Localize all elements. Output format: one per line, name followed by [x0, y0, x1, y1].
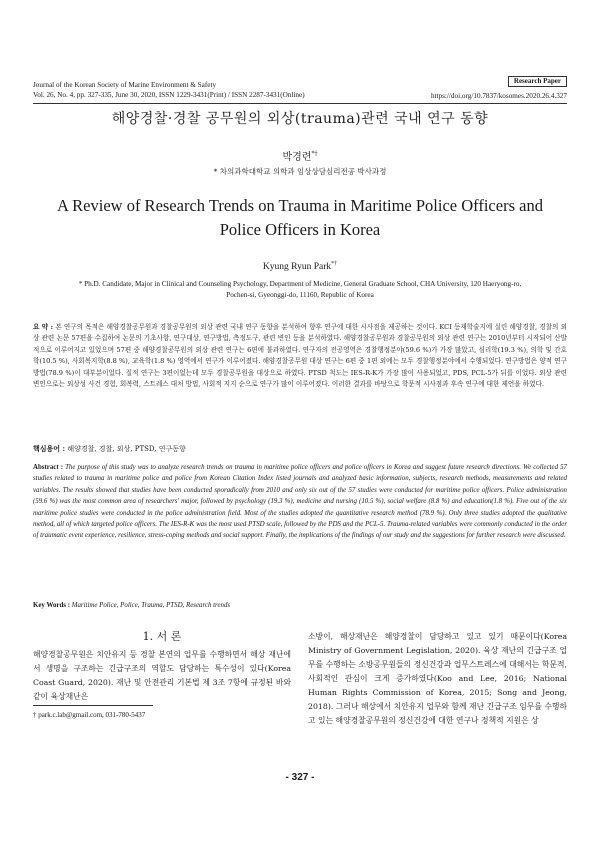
footnote-rule	[33, 705, 153, 706]
header-rule	[33, 103, 567, 104]
section-heading-introduction: 1. 서 론	[142, 630, 182, 643]
english-author-name: Kyung Ryun Park	[262, 262, 332, 273]
korean-author-name: 박경련	[282, 152, 312, 163]
korean-author	[0, 148, 600, 163]
korean-author-mark: *†	[311, 150, 318, 158]
english-keywords	[33, 600, 567, 611]
korean-keywords-label: 핵심용어 :	[33, 444, 66, 453]
korean-affiliation: * 차의과학대학교 의학과 임상상담심리전공 박사과정	[213, 167, 387, 176]
footnote-contact: † park.c.lab@gmail.com, 031-780-5437	[33, 711, 146, 719]
page-number: - 327 -	[285, 772, 315, 783]
korean-keywords	[33, 443, 567, 455]
english-abstract-text: The purpose of this study was to analyze research trends on trauma in maritime police officers and police officers in Korea and suggest future research directions. We collected 57 studies related to trauma in maritime police and police from Korean Citation Index listed journals and analyzed basic information, subjects, research methods, measurements and related variables. The results showed that studies have been conducted sporadically from 2010 and only six out of the 57 studies were conducted for maritime police officers. Police administration (59.6 %) was the most common area of researchers' major, followed by psychology (19.3 %), medicine and nursing (10.5 %), social welfare (8.8 %) and education(1.8 %). Five out of the six maritime police studies were conducted in the police administration field. Most of the studies adopted the quantitative research method (78.9 %). Only three studies adopted the qualitative method, all of which targeted police officers. The IES-R-K was the most used PTSD scale, followed by the PDS and the PCL-5. Trauma-related variables were commonly conducted in the order of traumatic event experience, resilience, stress-coping methods and social support. Finally, the implications of the findings of our study and the suggestions for further research were discussed.	[33, 464, 567, 540]
english-affiliation: * Ph.D. Candidate, Major in Clinical and Counseling Psychology, Department of Medicine, General Graduate School, CHA University, 120 Haeryong-ro, Pochen-si, Gyeonggi-do, 11160, Republic of Korea	[78, 280, 522, 299]
english-keywords-label: Key Words :	[33, 602, 71, 609]
english-abstract-label: Abstract :	[33, 464, 63, 471]
journal-name: Journal of the Korean Society of Marine Environment & Safety	[33, 81, 217, 89]
paper-type-badge: Research Paper	[508, 76, 567, 87]
doi-link[interactable]: https://doi.org/10.7837/kosomes.2020.26.4.327	[430, 92, 567, 100]
english-author-mark: *†	[331, 261, 338, 267]
korean-title: 해양경찰·경찰 공무원의 외상(trauma)관련 국내 연구 동향	[111, 111, 489, 127]
introduction-right-column: 소방이, 해상재난은 해양경찰이 담당하고 있고 있기 때문이다(Korea Ministry of Government Legislation, 2020). 육상 재난의 긴급구조 업무를 수행하는 소방공무원들의 정신건강과 업무스트레스에 대해서는 학문적, 사회적인 관심이 크게 증가하였다(Koo and Lee, 2016; National Human Rights Commission of Korea, 2015; Song and Jeong, 2018). 그러나 해상에서 치안유지 업무와 함께 재난 긴급구조 임무를 수행하고 있는 해양경찰공무원의 정신건강에 대한 연구나 정책적 지원은 상	[308, 632, 567, 725]
english-abstract	[33, 462, 567, 542]
korean-abstract	[33, 322, 567, 390]
korean-abstract-text: 본 연구의 목적은 해양경찰공무원과 경찰공무원의 외상 관련 국내 연구 동향을 분석하여 향후 연구에 대한 시사점을 제공하는 것이다. KCI 등재학술지에 실린 해양경찰, 경찰의 외상 관련 논문 57편을 수집하여 논문의 기초사항, 연구대상, 연구방법, 측정도구, 관련 변인 등을 분석하였다. 해양경찰공무원과 경찰공무원의 외상 관련 연구는 2010년부터 시작되어 산발적으로 이루어지고 있었으며 57편 중 해양경찰공무원의 외상 관련 연구는 6편에 불과하였다. 연구자의 전공영역은 경찰행정분야(59.6 %)가 가장 많았고, 심리학(19.3 %), 의학 및 간호학(10.5 %), 사회복지학(8.8 %), 교육학(1.8 %) 영역에서 연구가 이루어졌다. 해양경찰공무원 대상 연구는 6편 중 1편 외에는 모두 경찰행정분야에서 수행되었다. 연구방법은 양적 연구방법(78.9 %)이 대부분이었다. 질적 연구는 3편이었는데 모두 경찰공무원을 대상으로 하였다. PTSD 척도는 IES-R-K가 가장 많이 사용되었고, PDS, PCL-5가 뒤를 이었다. 외상 관련 변인으로는 외상성 사건 경험, 회복력, 스트레스 대처 방법, 사회적 지지 순으로 연구가 많이 이루어졌다. 이러한 결과를 바탕으로 학문적 시사점과 후속 연구에 대한 제언을 하였다.	[33, 323, 568, 389]
introduction-left-column: 해양경찰공무원은 치안유지 등 경찰 본연의 업무를 수행하면서 해상 재난에서 생명을 구조하는 긴급구조의 역할도 담당하는 특수성이 있다(Korea Coast Guard, 2020). 재난 및 안전관리 기본법 제 3조 7항에 규정된 바와 같이 육상재난은	[33, 650, 291, 701]
english-title: A Review of Research Trends on Trauma in Maritime Police Officers and Police Officers in Korea	[57, 196, 543, 239]
volume-info: Vol. 26, No. 4, pp. 327-335, June 30, 2020, ISSN 1229-3431(Print) / ISSN 2287-3431(Online)	[33, 91, 305, 99]
journal-info	[33, 80, 305, 100]
english-keywords-text: Maritime Police, Police, Trauma, PTSD, Research trends	[71, 602, 231, 609]
english-author	[0, 261, 600, 272]
korean-keywords-text: 해양경찰, 경찰, 외상, PTSD, 연구동향	[67, 445, 186, 453]
korean-abstract-label: 요 약 :	[33, 323, 54, 331]
